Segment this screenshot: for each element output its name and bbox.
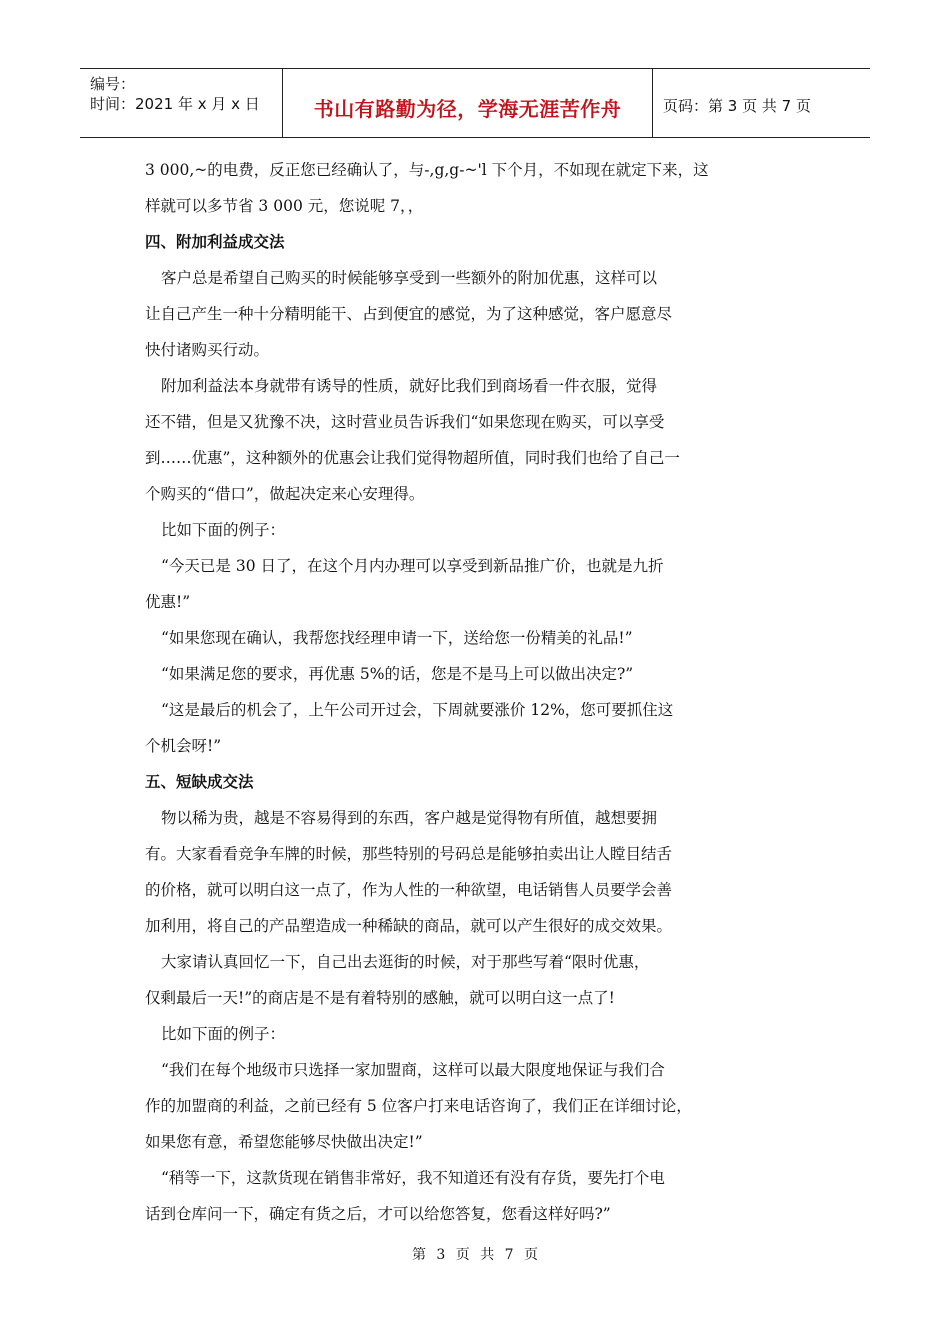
body-line: 个机会呀!” bbox=[145, 737, 222, 755]
body-line: 如果您有意，希望您能够尽快做出决定!” bbox=[145, 1133, 423, 1151]
document-number-label: 编号： bbox=[90, 75, 136, 93]
body-line: “这是最后的机会了，上午公司开过会，下周就要涨价 12%，您可要抓住这 bbox=[161, 701, 674, 719]
section-heading: 五、短缺成交法 bbox=[145, 773, 254, 791]
body-line: 物以稀为贵，越是不容易得到的东西，客户越是觉得物有所值，越想要拥 bbox=[161, 809, 658, 827]
body-line: 仅剩最后一天!”的商店是不是有着特别的感触，就可以明白这一点了! bbox=[145, 989, 615, 1007]
body-line: 到……优惠”，这种额外的优惠会让我们觉得物超所值，同时我们也给了自己一 bbox=[145, 449, 680, 467]
body-line: 大家请认真回忆一下，自己出去逛街的时候，对于那些写着“限时优惠， bbox=[161, 953, 650, 971]
body-line: 客户总是希望自己购买的时候能够享受到一些额外的附加优惠，这样可以 bbox=[161, 269, 658, 287]
body-line: 附加利益法本身就带有诱导的性质，就好比我们到商场看一件衣服，觉得 bbox=[161, 377, 658, 395]
page-footer: 第 3 页 共 7 页 bbox=[411, 1247, 539, 1263]
page-header bbox=[80, 68, 870, 138]
header-page-label: 页码：第 3 页 共 7 页 bbox=[663, 97, 811, 115]
body-line: “今天已是 30 日了，在这个月内办理可以享受到新品推广价，也就是九折 bbox=[161, 557, 664, 575]
body-line: 作的加盟商的利益，之前已经有 5 位客户打来电话咨询了，我们正在详细讨论， bbox=[145, 1097, 692, 1115]
body-line: 优惠!” bbox=[145, 593, 191, 611]
header-page-cell bbox=[653, 69, 870, 137]
body-line: 的价格，就可以明白这一点了，作为人性的一种欲望，电话销售人员要学会善 bbox=[145, 881, 673, 899]
body-line: 加利用，将自己的产品塑造成一种稀缺的商品，就可以产生很好的成交效果。 bbox=[145, 917, 673, 935]
header-motto: 书山有路勤为径，学海无涯苦作舟 bbox=[313, 97, 622, 121]
body-line: 还不错，但是又犹豫不决，这时营业员告诉我们“如果您现在购买，可以享受 bbox=[145, 413, 665, 431]
body-line: 快付诸购买行动。 bbox=[145, 341, 270, 359]
section-heading: 四、附加利益成交法 bbox=[145, 233, 285, 251]
body-line: 比如下面的例子： bbox=[161, 521, 286, 539]
header-info-cell bbox=[80, 69, 283, 137]
body-line: “如果您现在确认，我帮您找经理申请一下，送给您一份精美的礼品!” bbox=[161, 629, 633, 647]
body-line: 比如下面的例子： bbox=[161, 1025, 286, 1043]
body-line: 让自己产生一种十分精明能干、占到便宜的感觉，为了这种感觉，客户愿意尽 bbox=[145, 305, 673, 323]
body-line: 3 000,~的电费，反正您已经确认了，与-,g,g-~'l 下个月，不如现在就定下来，这 bbox=[145, 161, 709, 179]
header-motto-cell bbox=[283, 69, 653, 137]
body-line: 样就可以多节省 3 000 元，您说呢 7，， bbox=[145, 197, 424, 215]
body-line: “我们在每个地级市只选择一家加盟商，这样可以最大限度地保证与我们合 bbox=[161, 1061, 665, 1079]
document-time-label: 时间：2021 年 x 月 x 日 bbox=[90, 95, 260, 113]
body-line: 有。大家看看竞争车牌的时候，那些特别的号码总是能够拍卖出让人瞠目结舌 bbox=[145, 845, 673, 863]
body-line: 个购买的“借口”，做起决定来心安理得。 bbox=[145, 485, 425, 503]
document-body bbox=[145, 152, 745, 1232]
body-line: 话到仓库问一下，确定有货之后，才可以给您答复，您看这样好吗?” bbox=[145, 1205, 611, 1223]
body-line: “如果满足您的要求，再优惠 5%的话，您是不是马上可以做出决定?” bbox=[161, 665, 634, 683]
body-line: “稍等一下，这款货现在销售非常好，我不知道还有没有存货，要先打个电 bbox=[161, 1169, 665, 1187]
